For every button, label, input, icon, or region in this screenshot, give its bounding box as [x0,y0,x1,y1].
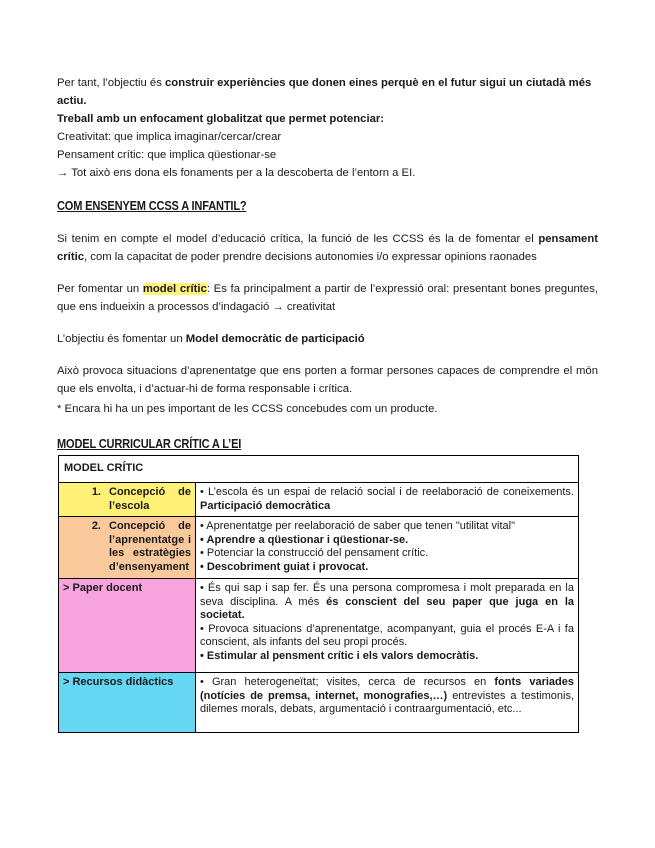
bullet: • Aprenentatge per reelaboració de saber que tenen "utilitat vital" [200,520,515,532]
bullet-bold: • Aprendre a qüestionar i qüestionar-se. [200,533,409,546]
paragraph-4: Això provoca situacions d’aprenentatge que ens porten a formar persones capaces de comprendre el món que els envolta, i d’actuar-hi de forma responsable i crítica. [57,365,598,395]
intro-line-3: Creativitat: que implica imaginar/cercar/crear [57,131,282,143]
intro-line-5: → Tot això ens dona els fonaments per a la descoberta de l’entorn a EI. [57,167,416,179]
p1-text-end: , com la capacitat de poder prendre decisions autonomies i/o expressar opinions raonades [84,251,537,263]
paragraph-1 [57,230,598,266]
row-text: • Gran heterogeneïtat; visites, cerca de recursos en [200,676,495,688]
p2-text: Per fomentar un [57,283,143,295]
row-label-recursos: > Recursos didàctics [59,673,196,733]
row-text: • L’escola és un espai de relació social i de reelaboració de coneixements. [200,486,574,498]
intro-line-4: Pensament crític: que implica qüestionar-se [57,149,277,161]
bullet-bold: és conscient del seu paper que juga en la societat. [200,595,574,621]
row-number: 1. [91,486,101,498]
section-heading-1: COM ENSENYEM CCSS A INFANTIL? [57,198,247,213]
paragraph-2 [57,280,598,316]
paragraph-5: * Encara hi ha un pes important de les CCSS concebudes com un producte. [57,403,438,415]
row-content-paper-docent [196,579,579,673]
table-header: MODEL CRÍTIC [59,456,579,483]
table-row [59,517,579,579]
p2-text-end: : Es fa principalment a partir de l’expressió oral: presentant bones preguntes, que ens indueixin a processos d’indagació → creativitat [57,283,598,313]
bullet: • Provoca situacions d’aprenentatge, acompanyant, guia el procés E-A i fa conscient, als infants del seu propi procés. [200,622,574,648]
bullet: • Potenciar la construcció del pensament crític. [200,547,429,559]
bullet: • És qui sap i sap fer. És una persona compromesa i molt preparada en la seva disciplina. A més [200,582,574,608]
section-heading-2: MODEL CURRICULAR CRÍTIC A L’EI [57,436,242,451]
table-row [59,483,579,517]
model-critic-table [58,455,579,733]
bullet-bold: • Estimular al pensment crític i els valors democràtis. [200,649,479,662]
intro-text: Per tant, l’objectiu és [57,77,166,89]
row-number: 2. [91,520,101,532]
p1-text: Si tenim en compte el model d’educació crítica, la funció de les CCSS és la de fomentar el [57,233,539,245]
p3-bold: Model democràtic de participació [185,333,365,345]
row-bold: Participació democràtica [200,499,331,512]
row-label-paper-docent: > Paper docent [59,579,196,673]
row-content-recursos [196,673,579,733]
intro-bold: construir experiències que donen eines perquè en el futur sigui un ciutadà més actiu. [57,77,592,107]
row-text-end: entrevistes a testimonis, dilemes morals, debats, argumentació i contraargumentació, etc... [200,689,574,715]
row-label-aprenentatge [59,517,196,579]
table-row [59,673,579,733]
row-bold: fonts variades (notícies de premsa, internet, monografies,…) [200,676,574,702]
row-content-escola [196,483,579,517]
intro-line-2 [57,110,598,128]
row-content-aprenentatge [196,517,579,579]
p3-text: L’objectiu és fomentar un [57,333,186,345]
intro-bold-2: Treball amb un enfocament globalitzat que permet potenciar: [57,113,385,125]
row-label-text: Concepció de l’aprenentatge i les estratègies d’ensenyament [109,520,191,573]
p2-highlight: model crític [142,283,207,295]
bullet-bold: • Descobriment guiat i provocat. [200,560,369,573]
row-label-text: Concepció de l’escola [109,486,191,512]
row-label-escola [59,483,196,517]
table-header-row [59,456,579,483]
paragraph-3 [57,330,598,348]
table-row [59,579,579,673]
document-body [57,74,598,454]
intro-line-1 [57,74,598,110]
p1-bold: pensament crític [57,233,598,263]
